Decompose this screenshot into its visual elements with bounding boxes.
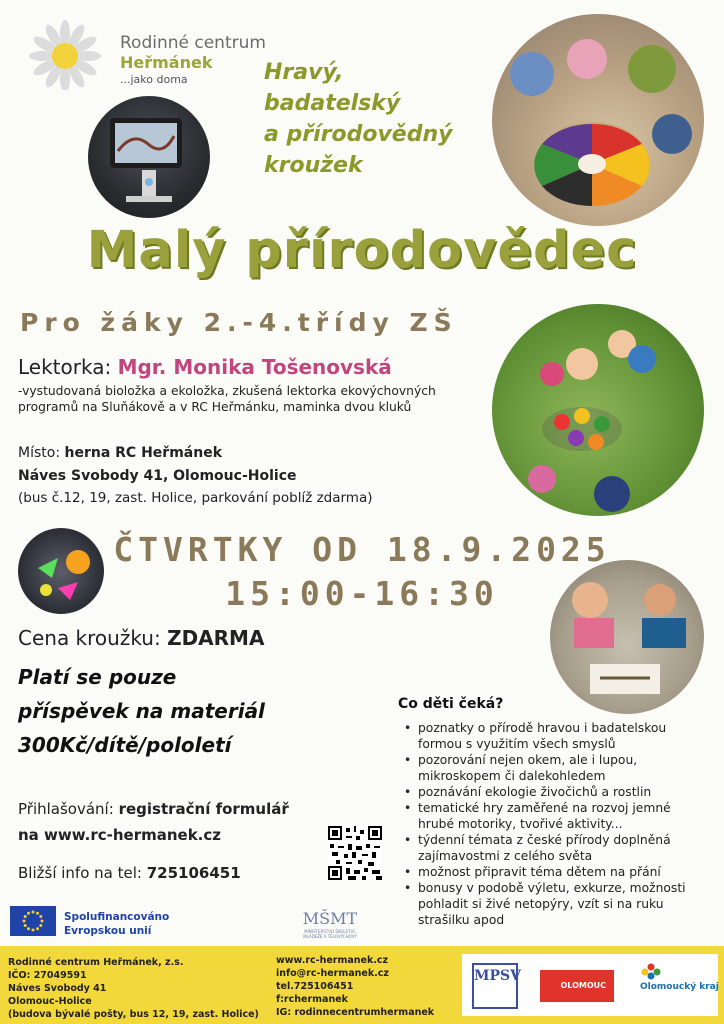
registration: [18, 796, 289, 848]
lector-description: [18, 383, 498, 415]
list-item: • možnost připravit téma dětem na přání: [404, 864, 710, 880]
microscope-photo: [88, 96, 210, 218]
registration-label: Přihlašování:: [18, 800, 114, 818]
list-item: • tematické hry zaměřené na rozvoj jemné hrubé motoriky, tvořivé aktivity...: [404, 800, 710, 832]
lector-name: Mgr. Monika Tošenovská: [117, 355, 392, 379]
footer-line: IČO: 27049591: [8, 970, 87, 981]
msmt-abbr: MŠMT: [302, 909, 358, 928]
lector-label: Lektorka:: [18, 355, 112, 379]
place-label: Místo:: [18, 445, 61, 461]
footer-website-link[interactable]: www.rc-hermanek.cz: [276, 955, 389, 966]
olomoucky-kraj-logo: Olomoucký kraj: [640, 982, 719, 992]
list-item: • týdenní témata z české přírody doplněná zajímavostmi z celého světa: [404, 832, 710, 864]
material-line: 300Kč/dítě/pololetí: [18, 733, 232, 757]
benefits-heading: Co děti čeká?: [398, 696, 504, 712]
footer-address: [8, 956, 259, 1021]
place-address: Náves Svobody 41, Olomouc-Holice: [18, 468, 297, 484]
olomouc-city-logo: OLOMOUC: [540, 970, 614, 1002]
eu-cofunding: [64, 910, 169, 938]
eu-flag-icon: [10, 906, 56, 936]
kids-on-grass-photo: [492, 304, 704, 516]
mpsv-logo: MPSV: [472, 963, 518, 1009]
footer-line: (budova bývalé pošty, bus 12, 19, zast. Holice): [8, 1009, 259, 1020]
footer-line: Rodinné centrum Heřmánek, z.s.: [8, 957, 184, 968]
target-audience: Pro žáky 2.-4.třídy ZŠ: [20, 308, 458, 337]
lector-desc-line: programů na Sluňákově a v RC Heřmánku, maminka dvou kluků: [18, 400, 412, 414]
subtitle: [264, 57, 452, 181]
qr-code-icon[interactable]: [328, 826, 382, 880]
subtitle-line: kroužek: [264, 153, 363, 178]
footer-line: Olomouc-Holice: [8, 996, 92, 1007]
list-item: • pozorování nejen okem, ale i lupou, mikroskopem či dalekohledem: [404, 752, 710, 784]
price-label: Cena kroužku:: [18, 626, 161, 650]
material-line: příspěvek na materiál: [18, 699, 265, 723]
lector-line: [18, 355, 392, 379]
footer-line: Náves Svobody 41: [8, 983, 107, 994]
schedule-days: ČTVRTKY OD 18.9.2025: [113, 530, 611, 569]
lector-desc-line: -vystudovaná bioložka a ekoložka, zkušená lektorka ekovýchovných: [18, 384, 436, 398]
info-label: Bližší info na tel:: [18, 864, 142, 882]
eu-line: Spolufinancováno: [64, 911, 170, 923]
eu-line: Evropskou unií: [64, 925, 152, 937]
footer-facebook[interactable]: f:rchermanek: [276, 994, 348, 1005]
place-name: herna RC Heřmánek: [64, 445, 223, 461]
logo-name: Rodinné centrum: [120, 33, 266, 53]
registration-form-link[interactable]: registrační formulář: [118, 800, 289, 818]
olomoucky-kraj-flower-icon: [640, 962, 662, 980]
msmt-line: MLÁDEŽE A TĚLOVÝCHOVY: [303, 934, 357, 939]
schedule-time: 15:00-16:30: [225, 574, 499, 613]
msmt-logo: [290, 902, 370, 942]
footer-phone[interactable]: tel.725106451: [276, 981, 354, 992]
subtitle-line: a přírodovědný: [264, 122, 453, 147]
list-item: • poznatky o přírodě hravou i badatelskou formou s využitím všech smyslů: [404, 720, 710, 752]
footer-instagram[interactable]: IG: rodinnecentrumhermanek: [276, 1007, 435, 1018]
list-item: • bonusy v podobě výletu, exkurze, možnosti pohladit si živé netopýry, vzít si na ruku strašilku apod: [404, 880, 710, 928]
daisy-logo-icon: [18, 20, 112, 90]
material-fee: [18, 660, 378, 762]
footer-contacts: [276, 954, 434, 1019]
place-line: [18, 445, 222, 461]
benefits-list: [404, 720, 710, 928]
subtitle-line: badatelský: [264, 91, 401, 116]
nature-wheel-photo: [492, 14, 704, 226]
footer-email-link[interactable]: info@rc-hermanek.cz: [276, 968, 389, 979]
msmt-line: MINISTERSTVO ŠKOLSTVÍ,: [304, 929, 356, 934]
price-line: [18, 626, 264, 650]
subtitle-line: Hravý,: [264, 60, 344, 85]
info-phone[interactable]: 725106451: [146, 864, 241, 882]
logo-brand: Heřmánek: [120, 53, 213, 72]
page-title: Malý přírodovědec: [86, 221, 638, 280]
list-item: • poznávání ekologie živočichů a rostlin: [404, 784, 710, 800]
material-line: Platí se pouze: [18, 665, 177, 689]
logo-tagline: ...jako doma: [120, 73, 188, 86]
price-value: ZDARMA: [167, 626, 265, 650]
registration-site-link[interactable]: na www.rc-hermanek.cz: [18, 826, 221, 844]
info-line: [18, 864, 241, 882]
place-transport: (bus č.12, 19, zast. Holice, parkování poblíž zdarma): [18, 490, 373, 506]
